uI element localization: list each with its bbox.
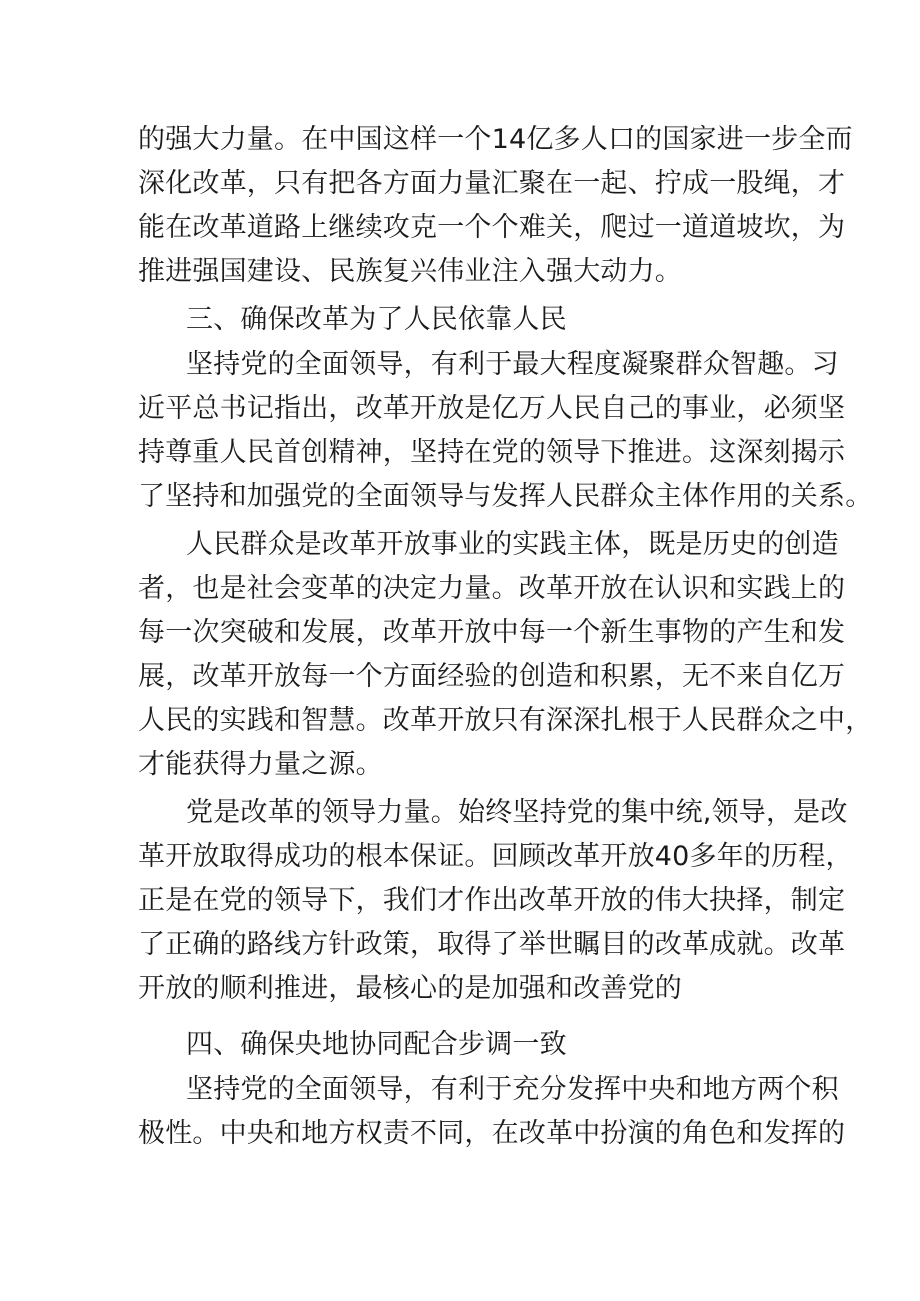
body-line: 坚持党的全面领导，有利于最大程度凝聚群众智趣。习 (186, 349, 839, 380)
body-line: 展，改革开放每一个方面经验的创造和积累，无不来自亿万 (138, 661, 846, 692)
section-heading: 四、确保央地协同配合步调一致 (186, 1029, 567, 1060)
section-heading: 三、确保改革为了人民依靠人民 (186, 304, 567, 335)
body-line: 才能获得力量之源。 (138, 749, 383, 780)
body-line: 人民群众是改革开放事业的实践主体，既是历史的创造 (186, 529, 839, 560)
body-line: 了坚持和加强党的全面领导与发挥人民群众主体作用的关系。 (138, 481, 873, 512)
body-line: 每一次突破和发展，改革开放中每一个新生事物的产生和发 (138, 617, 846, 648)
body-line: 正是在党的领导下，我们才作出改革开放的伟大抉择，制定 (138, 885, 846, 916)
body-line: 的强大力量。在中国这样一个14亿多人口的国家进一步全而 (138, 124, 853, 155)
body-line: 极性。中央和地方权责不同，在改革中扮演的角色和发挥的 (138, 1118, 846, 1149)
body-line: 坚持党的全面领导，有利于充分发挥中央和地方两个积 (186, 1074, 839, 1105)
body-line: 近平总书记指出，改革开放是亿万人民自己的事业，必须坚 (138, 393, 846, 424)
body-line: 持尊重人民首创精神，坚持在党的领导下推进。这深刻揭示 (138, 437, 846, 468)
body-line: 党是改革的领导力量。始终坚持党的集中统,领导，是改 (186, 797, 848, 828)
body-line: 能在改革道路上继续攻克一个个难关，爬过一道道坡坎，为 (138, 212, 846, 243)
body-line: 开放的顺利推进，最核心的是加强和改善党的 (138, 973, 682, 1004)
body-line: 者，也是社会变革的决定力量。改革开放在认识和实践上的 (138, 573, 846, 604)
body-line: 深化改革，只有把各方面力量汇聚在一起、拧成一股绳，才 (138, 168, 846, 199)
body-line: 革开放取得成功的根本保证。回顾改革开放40多年的历程， (138, 841, 853, 872)
body-line: 人民的实践和智慧。改革开放只有深深扎根于人民群众之中， (138, 705, 873, 736)
body-line: 了正确的路线方针政策，取得了举世瞩目的改革成就。改革 (138, 929, 846, 960)
body-line: 推进强国建设、民族复兴伟业注入强大动力。 (138, 256, 682, 287)
